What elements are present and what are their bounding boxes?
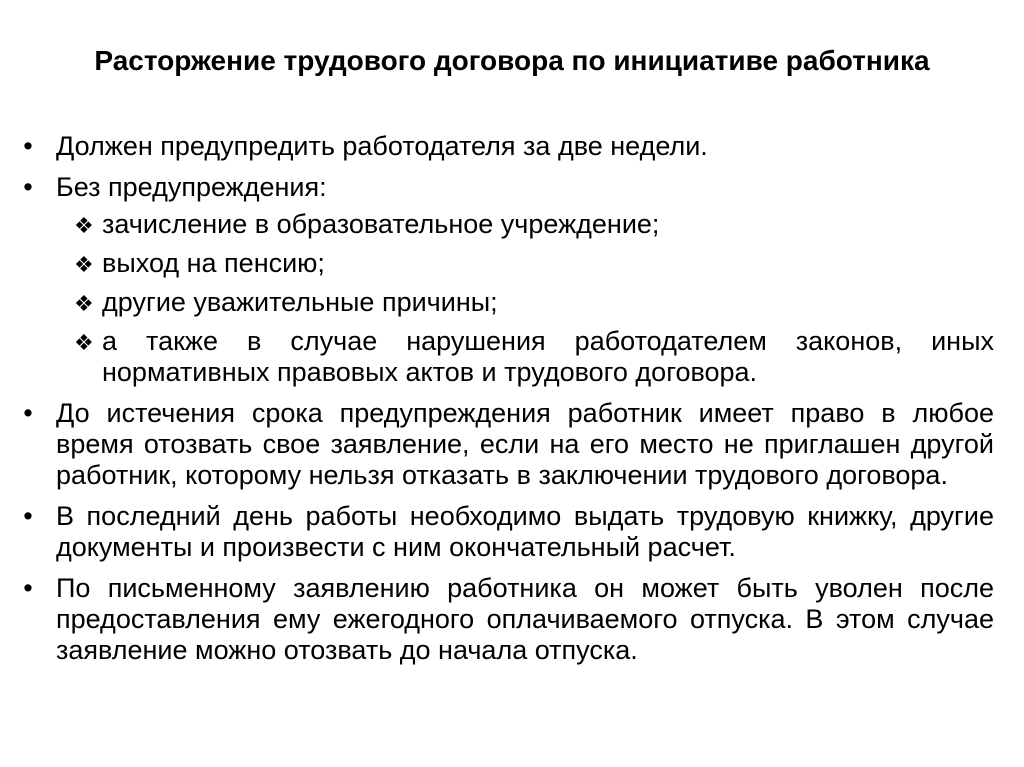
slide-title: Расторжение трудового договора по инициативе работника (94, 45, 930, 76)
bullet-icon: • (23, 501, 33, 531)
list-item (18, 172, 994, 203)
diamond-bullet-icon: ❖ (74, 291, 94, 316)
list-item (18, 398, 994, 491)
diamond-bullet-icon: ❖ (74, 252, 94, 277)
bullet-icon: • (23, 172, 33, 202)
slide-content (18, 131, 994, 676)
list-item-text: До истечения срока предупреждения работник имеет право в любое время отозвать свое заявление, если на его место не приглашен другой работник, которому нельзя отказать в заключении трудового договора. (56, 398, 994, 490)
sub-list-item-text: выход на пенсию; (102, 248, 325, 278)
sub-list-item-text: другие уважительные причины; (102, 287, 498, 317)
diamond-bullet-icon: ❖ (74, 330, 94, 355)
sub-list-item-text: а также в случае нарушения работодателем законов, иных нормативных правовых актов и трудового договора. (102, 326, 994, 387)
sub-list-item (18, 326, 994, 388)
bullet-icon: • (23, 131, 33, 161)
list-item (18, 501, 994, 563)
diamond-bullet-icon: ❖ (74, 213, 94, 238)
list-item-text: Должен предупредить работодателя за две недели. (56, 131, 708, 161)
list-item (18, 573, 994, 666)
sub-list-item (18, 248, 994, 279)
list-item-text: По письменному заявлению работника он может быть уволен после предоставления ему ежегодного оплачиваемого отпуска. В этом случае заявление можно отозвать до начала отпуска. (56, 573, 994, 665)
list-item (18, 131, 994, 162)
bullet-icon: • (23, 573, 33, 603)
sub-list-item (18, 287, 994, 318)
sub-list-item-text: зачисление в образовательное учреждение; (102, 209, 660, 239)
list-item-text: В последний день работы необходимо выдать трудовую книжку, другие документы и произвести с ним окончательный расчет. (56, 501, 994, 562)
sub-list-item (18, 209, 994, 240)
list-item-text: Без предупреждения: (56, 172, 327, 202)
bullet-icon: • (23, 398, 33, 428)
